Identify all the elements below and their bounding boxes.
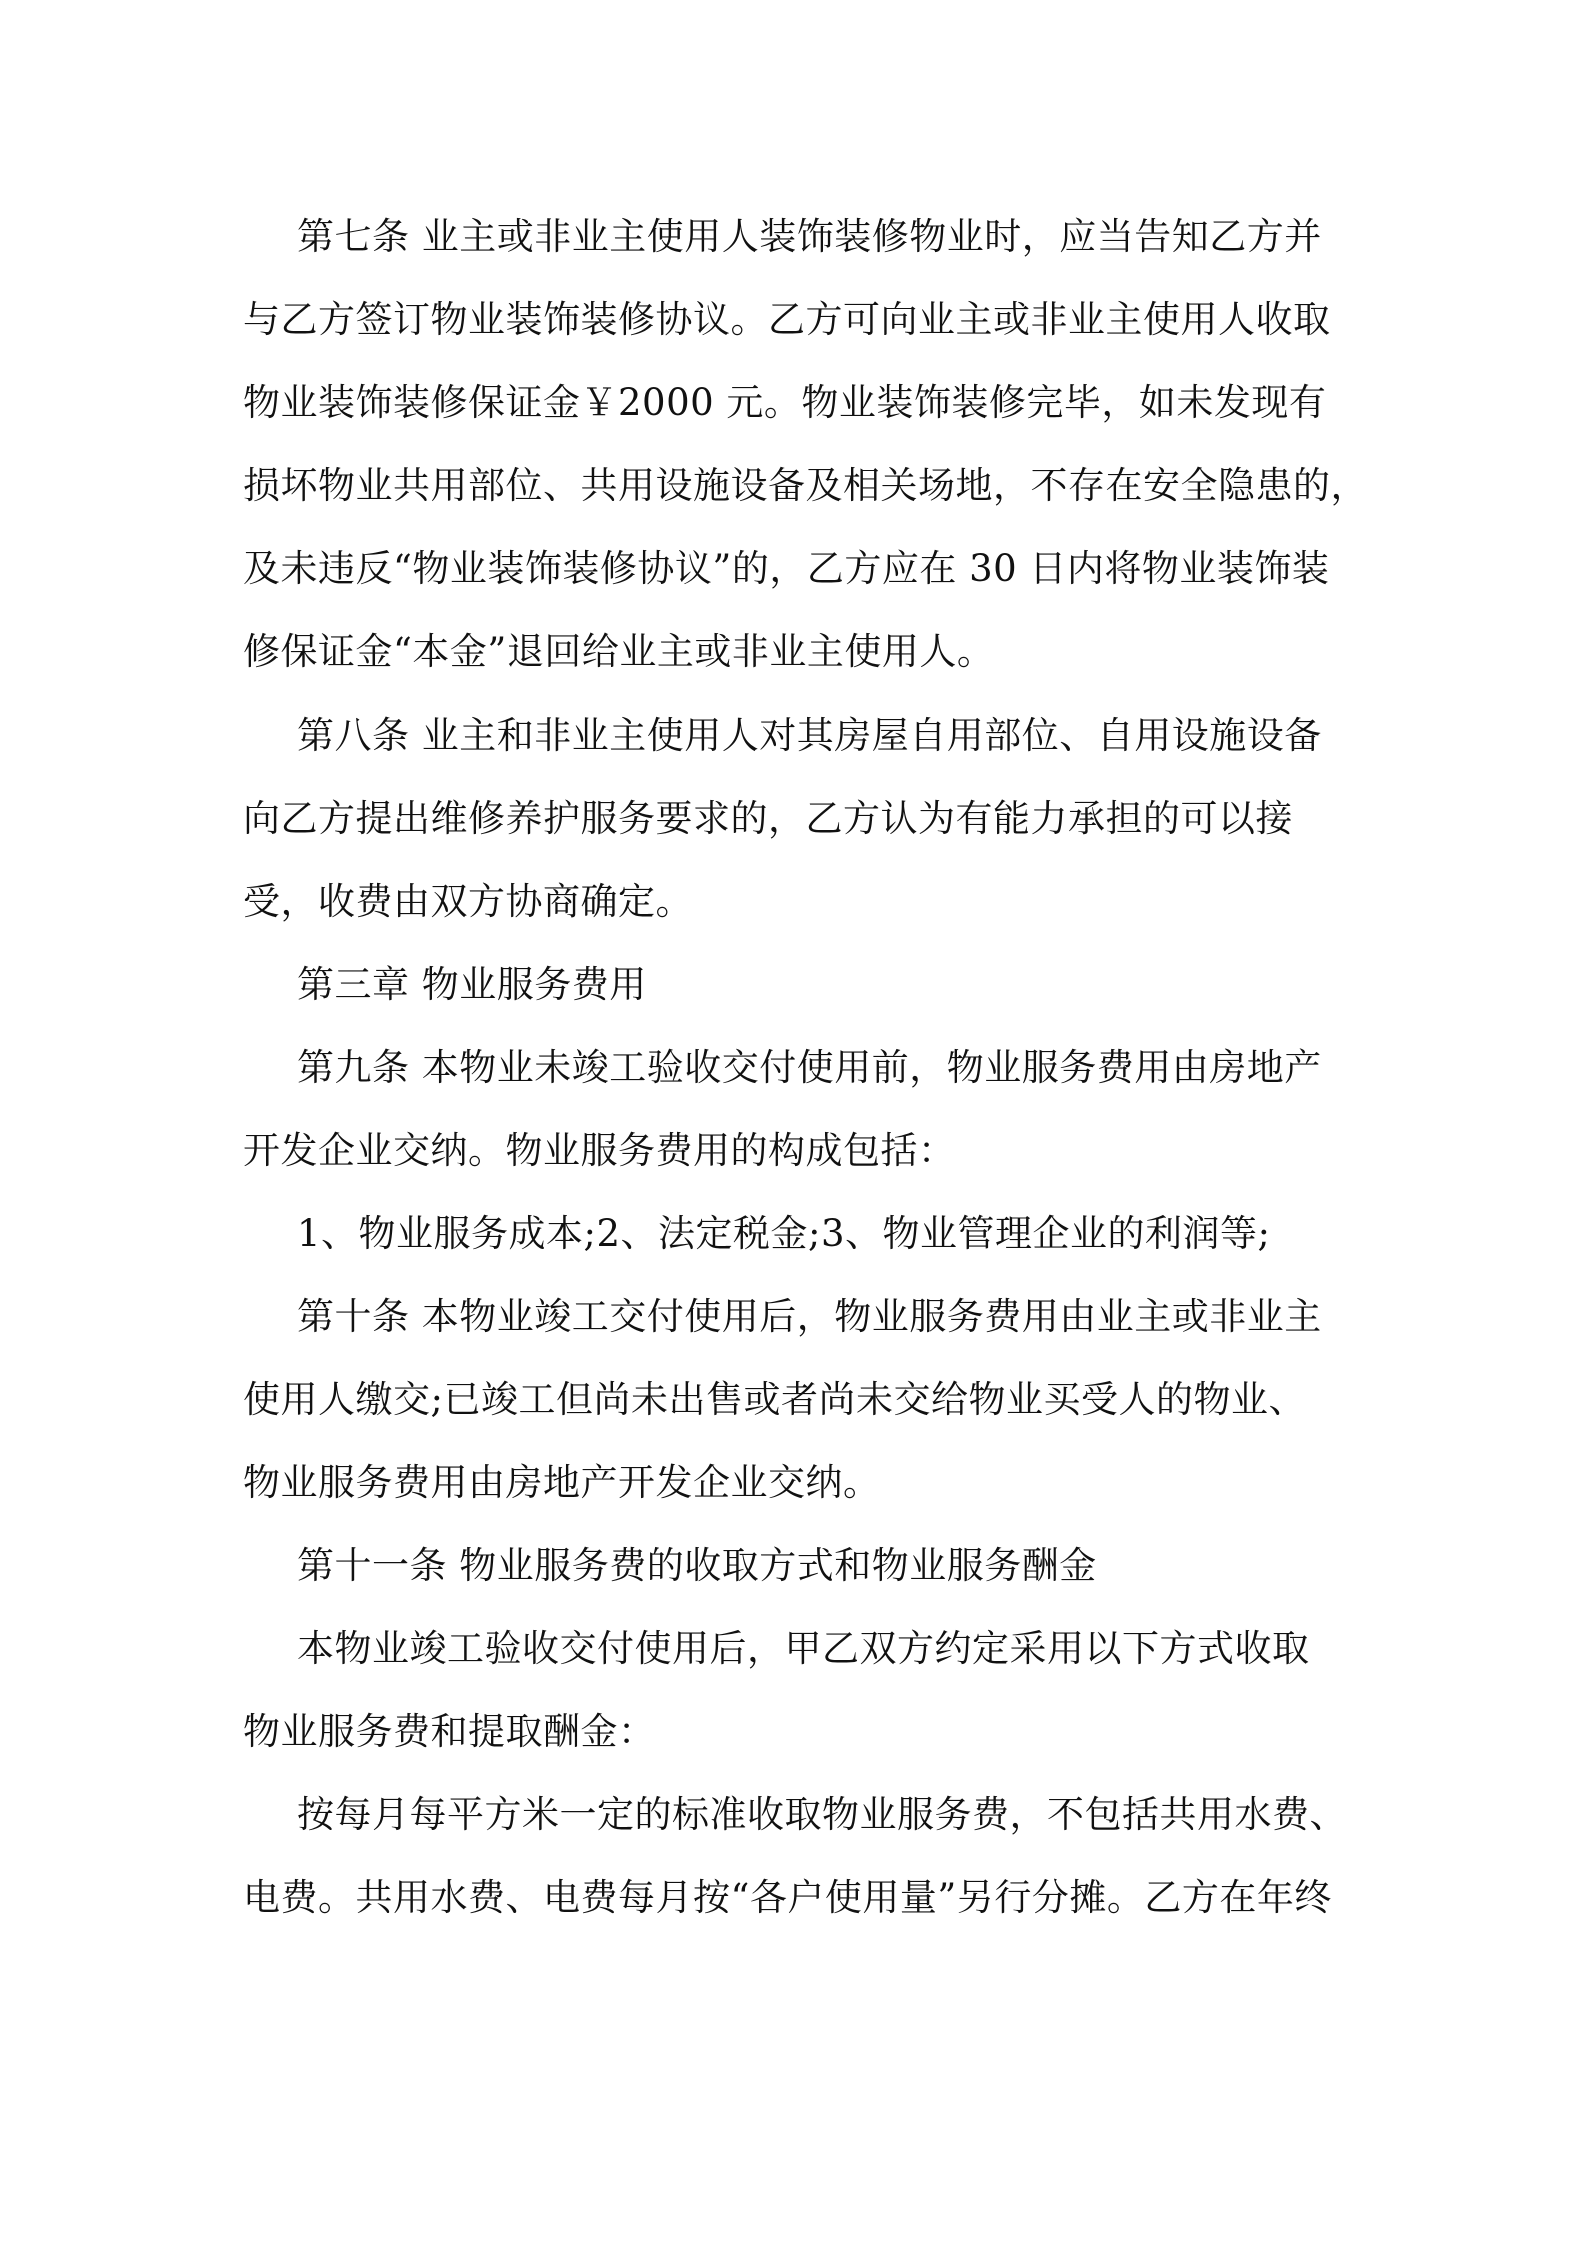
text-line: 损坏物业共用部位、共用设施设备及相关场地，不存在安全隐患的，	[243, 464, 1368, 507]
text-line: 1、物业服务成本;2、法定税金;3、物业管理企业的利润等;	[297, 1212, 1271, 1255]
text-line: 本物业竣工验收交付使用后，甲乙双方约定采用以下方式收取	[297, 1627, 1310, 1670]
text-line: 第十一条 物业服务费的收取方式和物业服务酬金	[297, 1544, 1097, 1587]
text-line: 物业装饰装修保证金￥2000 元。物业装饰装修完毕，如未发现有	[243, 381, 1327, 424]
text-line: 向乙方提出维修养护服务要求的，乙方认为有能力承担的可以接	[243, 797, 1293, 840]
text-line: 第十条 本物业竣工交付使用后，物业服务费用由业主或非业主	[297, 1295, 1322, 1338]
text-line: 受，收费由双方协商确定。	[243, 880, 693, 923]
text-line: 第七条 业主或非业主使用人装饰装修物业时，应当告知乙方并	[297, 215, 1322, 258]
text-line: 及未违反“物业装饰装修协议”的，乙方应在 30 日内将物业装饰装	[243, 547, 1330, 590]
text-line: 物业服务费用由房地产开发企业交纳。	[243, 1461, 881, 1504]
text-line: 第九条 本物业未竣工验收交付使用前，物业服务费用由房地产	[297, 1046, 1322, 1089]
text-line: 第八条 业主和非业主使用人对其房屋自用部位、自用设施设备	[297, 714, 1322, 757]
text-line: 使用人缴交;已竣工但尚未出售或者尚未交给物业买受人的物业、	[243, 1378, 1306, 1421]
text-line: 物业服务费和提取酬金：	[243, 1710, 656, 1753]
chapter-heading: 第三章 物业服务费用	[297, 963, 647, 1006]
text-line: 开发企业交纳。物业服务费用的构成包括：	[243, 1129, 956, 1172]
text-line: 电费。共用水费、电费每月按“各户使用量”另行分摊。乙方在年终	[243, 1876, 1332, 1919]
text-line: 与乙方签订物业装饰装修协议。乙方可向业主或非业主使用人收取	[243, 298, 1331, 341]
text-line: 按每月每平方米一定的标准收取物业服务费，不包括共用水费、	[297, 1793, 1347, 1836]
text-line: 修保证金“本金”退回给业主或非业主使用人。	[243, 630, 995, 673]
